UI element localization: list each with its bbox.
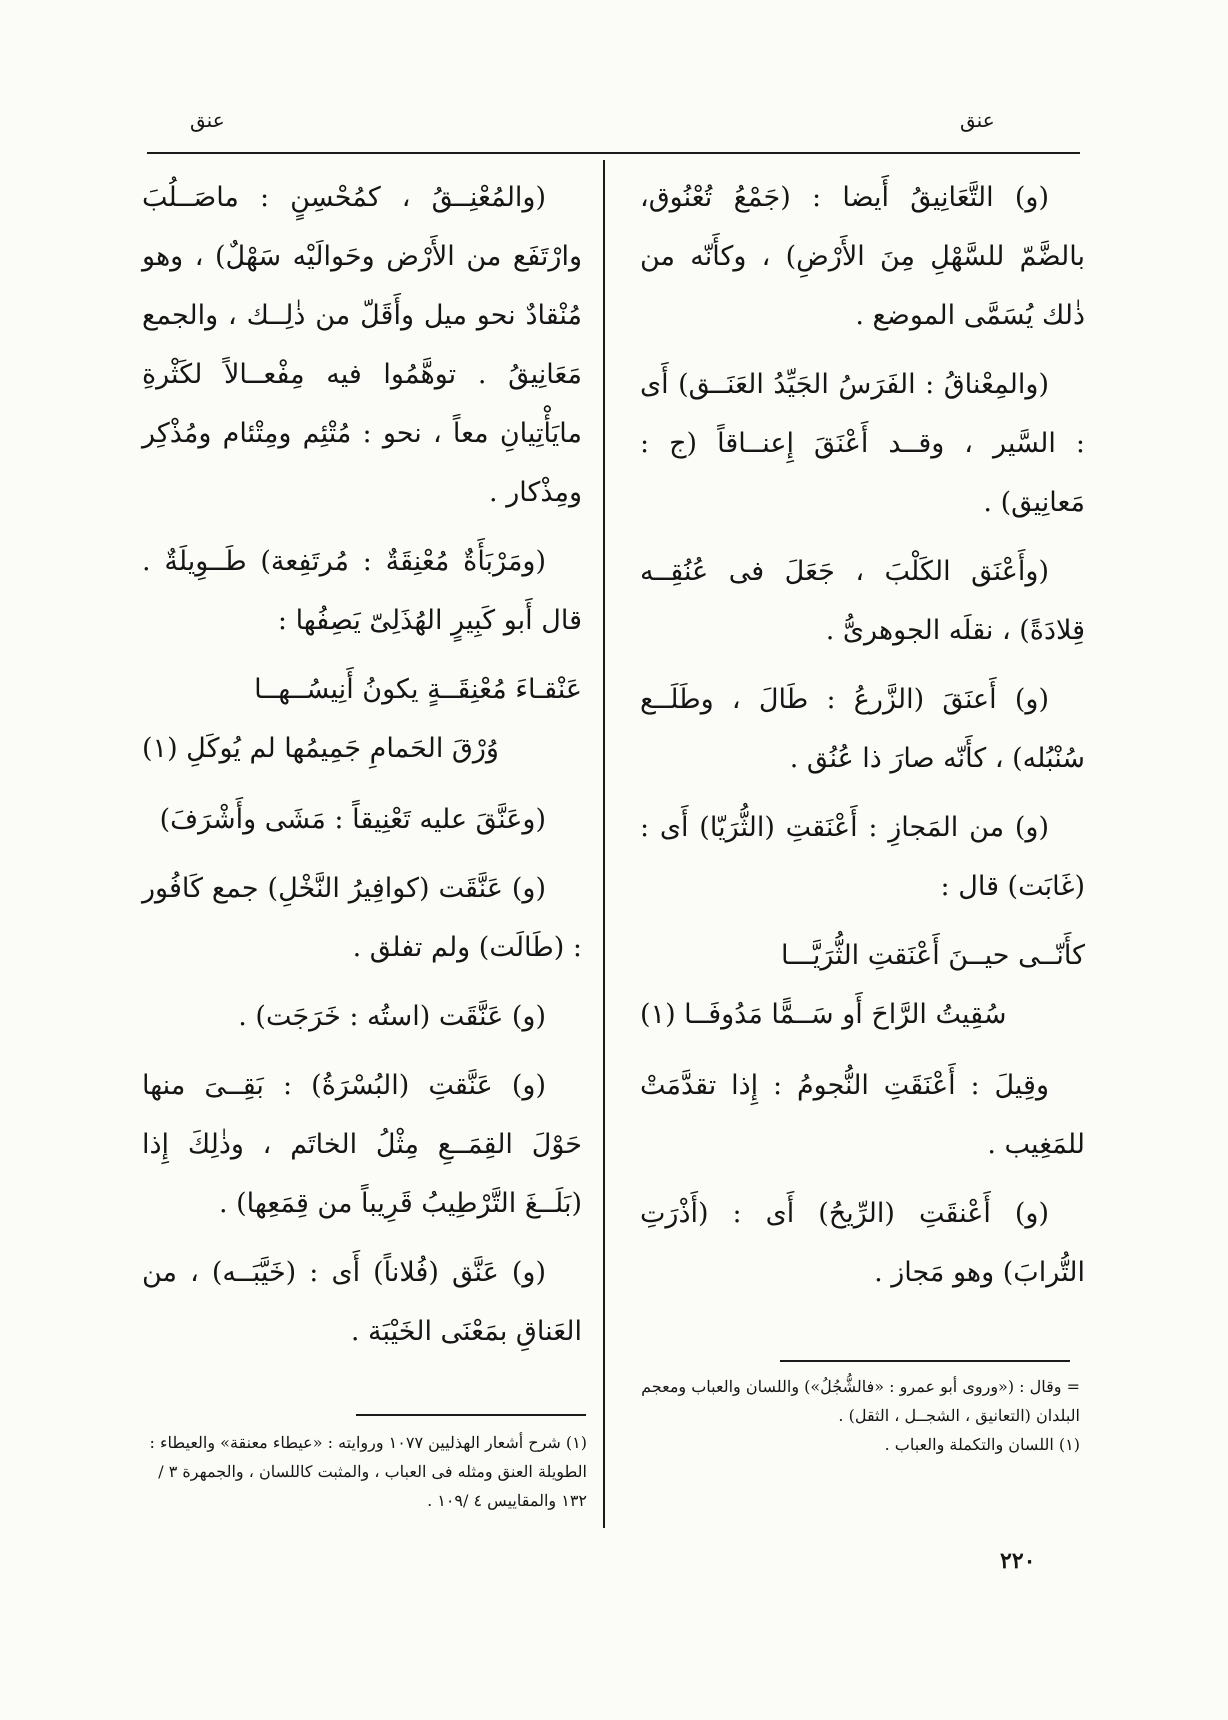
entry-annaqat-kawafir: (و) عَنَّقَت (كوافِيرُ النَّخْلِ) جمع كَافُور : (طَالَت) ولم تفلق . [142, 873, 582, 963]
entry-annaqa-alayh: (وعَنَّقَ عليه تَعْنِيقاً : مَشَى وأَشْرَفَ) [159, 804, 546, 835]
page-number: ٢٢٠ [1000, 1548, 1036, 1574]
footnotes-left [142, 1428, 587, 1515]
footnote-rule [356, 1414, 586, 1416]
footnotes-right [640, 1372, 1080, 1459]
entry-annaqa-fulanan: (و) عَنَّق (فُلاناً) أَى : (خَيَّبَــه) ، من العَناقِ بمَعْنَى الخَيْبَة . [142, 1257, 582, 1347]
entry-taaniq: (و) التَّعَانِيقُ أَيضا : (جَمْعُ تُعْنُوق، بالضَّمّ للسَّهْلِ مِنَ الأَرْضِ) ، وكأَنّه من ذٰلك يُسَمَّى الموضع . [640, 182, 1085, 331]
verse-line: وُرْقَ الحَمامِ جَمِيمُها لم يُوكَلِ (١) [142, 733, 499, 764]
entry-muniq: (والمُعْنِــقُ ، كمُحْسِنٍ : ماصَــلُبَ وارْتَفَع من الأَرْض وحَوالَيْه سَهْلٌ) ، وهو مُنْقادٌ نحو ميل وأَقَلّ من ذٰلِــك ، والجمع مَعَانِيقُ . توهَّمُوا فيه مِفْعــالاً لكَثْرةِ مايَأْتِيانِ معاً ، نحو : مُتْئِم ومِتْئام ومُذْكِر ومِذْكار . [142, 182, 582, 508]
verse-right [640, 926, 1085, 1044]
entry-aanaqat-alnujum: وقِيلَ : أَعْنَقَتِ النُّجومُ : إِذا تقدَّمَتْ للمَغِيب . [640, 1070, 1085, 1160]
column-divider [603, 160, 605, 1528]
entry-aanaqat-alrih: (و) أَعْنقَتِ (الرِّيحُ) أَى : (أَذْرَتِ التُّرابَ) وهو مَجاز . [640, 1198, 1085, 1288]
entry-aanaqa-alkalb: (وأَعْنَق الكَلْبَ ، جَعَلَ فى عُنُقِــه قِلادَةً) ، نقلَه الجوهرىُّ . [640, 556, 1085, 646]
running-head-right: عنق [960, 108, 995, 132]
verse-line: سُقِيتُ الرَّاحَ أَو سَــمًّا مَدُوفَــا (١) [640, 999, 1007, 1030]
verse-line: عَنْقـاءَ مُعْنِقَــةٍ يكونُ أَنِيسُــهــا [254, 674, 582, 705]
entry-aanaqa-alzar: (و) أَعنَقَ (الزَّرعُ : طَالَ ، وطَلَــع سُنْبُله) ، كأَنّه صارَ ذا عُنُق . [640, 684, 1085, 774]
verse-line: كأَنّــى حيــنَ أَعْنَقتِ الثُّرَيَّـــا [780, 940, 1085, 971]
verse-left [142, 660, 582, 778]
header-rule [147, 152, 1080, 154]
entry-mianaq: (والمِعْناقُ : الفَرَسُ الجَيِّدُ العَنَــق) أَى : السَّير ، وقــد أَعْنَقَ إِعنــاقاً (ج : مَعانِيق) . [640, 369, 1085, 518]
right-column [640, 168, 1085, 1312]
entry-annaqat-istuh: (و) عَنَّقَت (استُه : خَرَجَت) . [238, 1001, 546, 1032]
entry-marbaa: (ومَرْبَأَةٌ مُعْنِقَةٌ : مُرتَفِعة) طَــوِيلَةٌ . قال أَبو كَبِيرٍ الهُذَلِىّ يَصِفُها : [142, 546, 582, 636]
left-column [142, 168, 582, 1371]
footnote-rule [780, 1360, 1070, 1362]
entry-annaqat-albusra: (و) عَنَّقتِ (البُسْرَةُ) : بَقِــىَ منها حَوْلَ القِمَــعِ مِثْلُ الخاتَم ، وذٰلِكَ إِذا (بَلَــغَ التَّرْطِيبُ قَرِيباً من قِمَعِها) . [142, 1070, 582, 1219]
footnote: (١) اللسان والتكملة والعباب . [884, 1435, 1080, 1454]
running-head-left: عنق [190, 108, 225, 132]
footnote: = وقال : («وروى أبو عمرو : «فالشُّجُلُ») واللسان والعباب ومعجم البلدان (التعانيق ، الشجــل ، الثقل) . [641, 1377, 1080, 1425]
entry-aanaqat-althurayya: (و) من المَجازِ : أَعْنَقتِ (الثُّرَيّا) أَى : (غَابَت) قال : [640, 812, 1085, 902]
footnote: (١) شرح أشعار الهذليين ١٠٧٧ وروايته : «عيطاء معنقة» والعيطاء : الطويلة العنق ومثله فى العباب ، والمثبت كاللسان ، والجمهرة ٣ /١٣٢ والمقاييس ٤ /١٠٩ . [149, 1433, 587, 1510]
